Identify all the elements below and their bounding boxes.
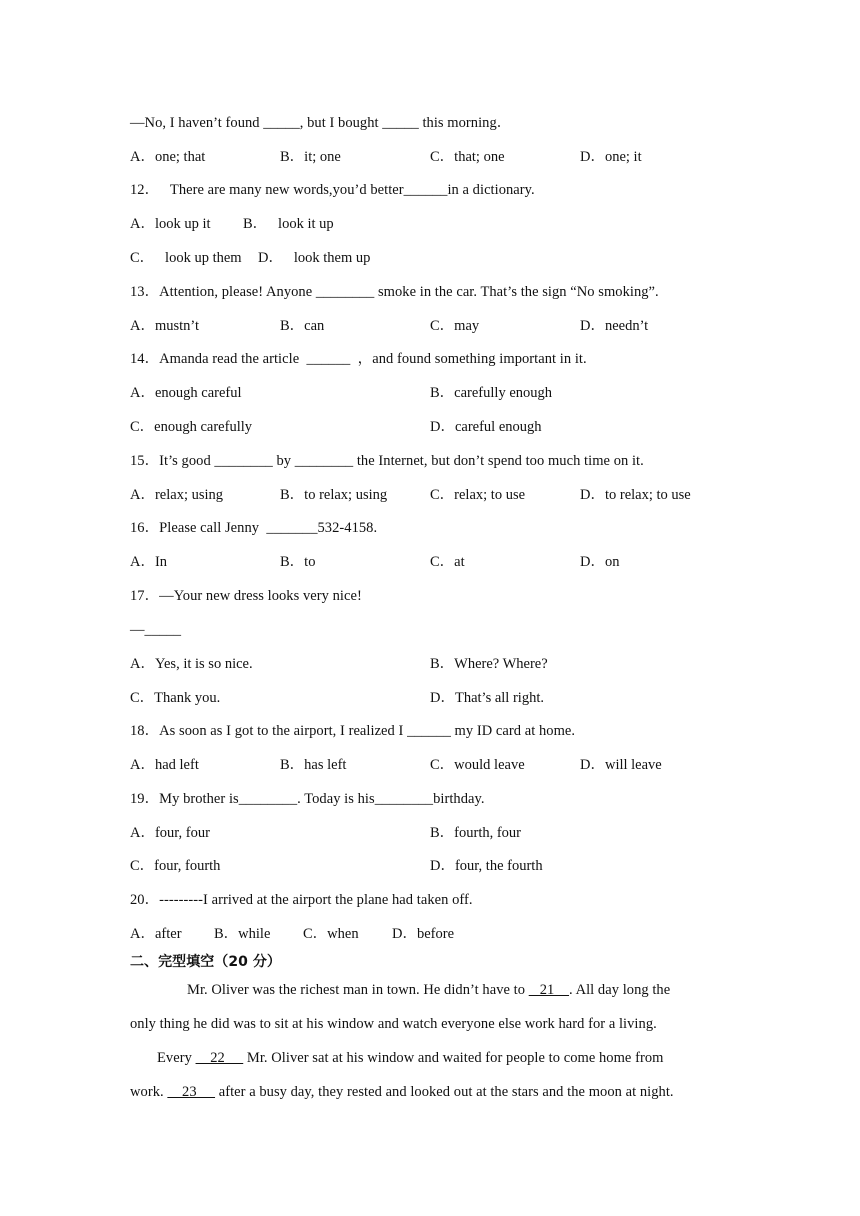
option-a: A．after	[130, 926, 182, 942]
option-b: B．to relax; using	[280, 487, 388, 503]
question-16: 16．Please call Jenny _______532-4158.	[130, 520, 378, 536]
option-c: C．that; one	[430, 149, 505, 165]
option-a: A．look up it	[130, 216, 211, 232]
option-b: B．Where? Where?	[430, 656, 548, 672]
cloze-text: Mr. Oliver sat at his window and waited for people to come home from	[243, 1050, 664, 1066]
cloze-paragraph-1-line-1	[187, 981, 670, 999]
option-a: A．relax; using	[130, 487, 224, 503]
question-17: 17．—Your new dress looks very nice!	[130, 588, 362, 604]
option-b: B．while	[214, 926, 271, 942]
question-12: 12． There are many new words,you’d better______in a dictionary.	[130, 182, 535, 198]
option-d: D．will leave	[580, 757, 662, 773]
option-d: D．before	[392, 926, 455, 942]
question-18: 18．As soon as I got to the airport, I realized I ______ my ID card at home.	[130, 723, 576, 739]
question-14: 14．Amanda read the article ______ ，and found something important in it.	[130, 351, 587, 367]
cloze-paragraph-1-line-2: only thing he did was to sit at his window and watch everyone else work hard for a living.	[130, 1016, 657, 1032]
option-a: A．four, four	[130, 825, 210, 841]
option-d: D．four, the fourth	[430, 858, 543, 874]
cloze-text: . All day long the	[569, 982, 671, 998]
option-a: A．enough careful	[130, 385, 242, 401]
option-b: B．has left	[280, 757, 347, 773]
option-b: B． look it up	[243, 216, 334, 232]
question-17-reply: —_____	[130, 622, 182, 638]
cloze-paragraph-2-line-2	[130, 1083, 674, 1101]
cloze-text: work.	[130, 1084, 168, 1100]
option-a: A．one; that	[130, 149, 206, 165]
option-c: C． look up them	[130, 250, 242, 266]
blank-23: 23	[167, 1084, 216, 1100]
option-c: C．at	[430, 554, 465, 570]
option-d: D．That’s all right.	[430, 690, 544, 706]
option-a: A．mustn’t	[130, 318, 200, 334]
option-b: B．fourth, four	[430, 825, 522, 841]
question-20: 20．---------I arrived at the airport the plane had taken off.	[130, 892, 473, 908]
option-a: A．In	[130, 554, 168, 570]
option-c: C．may	[430, 318, 480, 334]
option-b: B．carefully enough	[430, 385, 553, 401]
option-d: D．on	[580, 554, 620, 570]
option-d: D．to relax; to use	[580, 487, 691, 503]
blank-22: 22	[195, 1050, 244, 1066]
question-15: 15．It’s good ________ by ________ the Internet, but don’t spend too much time on it.	[130, 453, 644, 469]
option-b: B．can	[280, 318, 325, 334]
option-d: D．one; it	[580, 149, 642, 165]
blank-21: 21	[528, 982, 570, 998]
question-13: 13．Attention, please! Anyone ________ smoke in the car. That’s the sign “No smoking”.	[130, 284, 659, 300]
option-a: A．Yes, it is so nice.	[130, 656, 253, 672]
question-19: 19．My brother is________. Today is his________birthday.	[130, 791, 485, 807]
option-c: C．enough carefully	[130, 419, 253, 435]
option-c: C．when	[303, 926, 359, 942]
cloze-text: Mr. Oliver was the richest man in town. He didn’t have to	[187, 982, 529, 998]
option-c: C．would leave	[430, 757, 525, 773]
option-b: B．it; one	[280, 149, 341, 165]
option-d: D．needn’t	[580, 318, 649, 334]
cloze-text: Every	[157, 1050, 196, 1066]
option-c: C．Thank you.	[130, 690, 221, 706]
option-d: D．careful enough	[430, 419, 542, 435]
option-a: A．had left	[130, 757, 199, 773]
option-d: D． look them up	[258, 250, 371, 266]
question-11-reply: —No, I haven’t found _____, but I bought _____ this morning．	[130, 115, 512, 131]
option-c: C．relax; to use	[430, 487, 526, 503]
option-b: B．to	[280, 554, 316, 570]
option-c: C．four, fourth	[130, 858, 221, 874]
cloze-paragraph-2-line-1	[157, 1049, 663, 1067]
cloze-text: after a busy day, they rested and looked out at the stars and the moon at night.	[215, 1084, 674, 1100]
section-heading: 二、完型填空（20 分）	[130, 954, 281, 970]
